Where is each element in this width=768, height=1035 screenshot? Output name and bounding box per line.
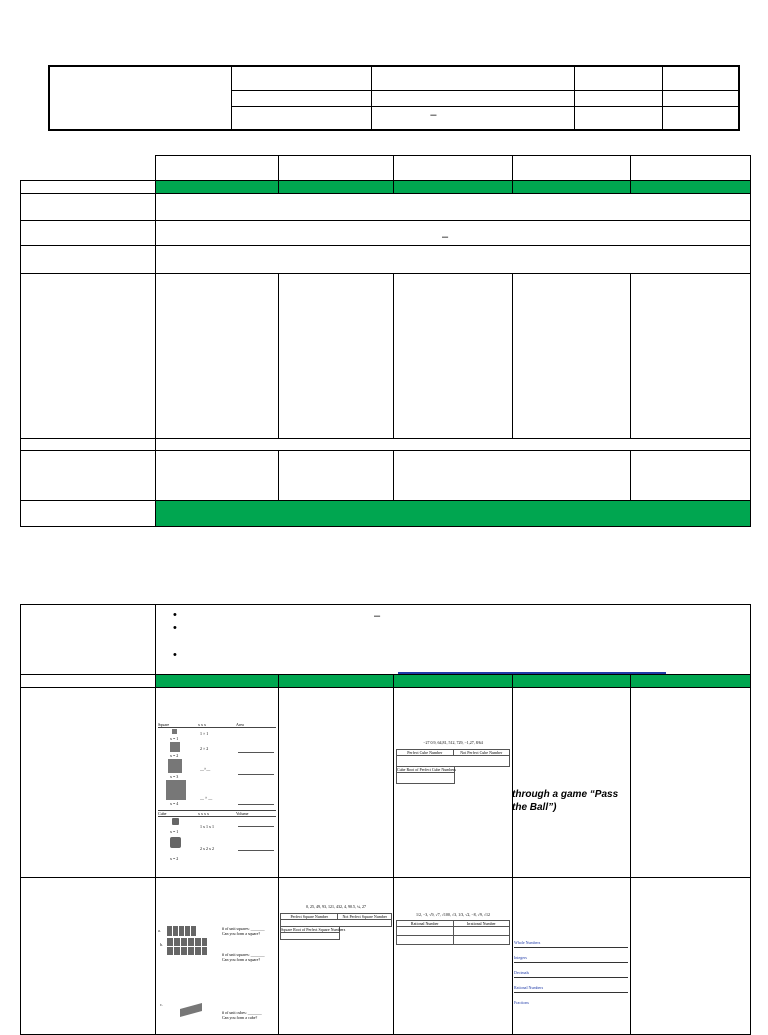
square-3-shape	[168, 759, 182, 773]
line-label-2: Integers	[514, 955, 527, 960]
day-header-row	[155, 155, 751, 181]
square-numbers: 0, 25, 49, 93, 121, 432, 4, 90.5, ¼, 27	[306, 904, 366, 909]
question-3: # of unit cubes: _______ Can you form a cube?	[222, 1010, 262, 1020]
unit-squares-illustration: a. b. # of unit squares: _______ Can you form a square? # of unit squares: _______ Can you form a square? c. # of unit cubes: _______ Can you form a cube?	[158, 926, 265, 1020]
cube-root-label: Cube Root of Perfect Cube Numbers	[397, 767, 456, 772]
line-label-3: Decimals	[514, 970, 530, 975]
notes-label	[21, 605, 156, 675]
number-line-2	[514, 962, 628, 963]
game-text: through a game “Pass the Ball”)	[512, 789, 619, 813]
bullet-dash: –	[374, 610, 381, 622]
square-grid-b2	[167, 947, 207, 955]
cube-row1-x: x = 1	[170, 829, 179, 834]
cube-row1-calc: 1 x 1 x 1	[200, 824, 214, 829]
day-5-header	[631, 156, 751, 181]
row4-calc: __ × __	[200, 795, 213, 800]
standards-label	[21, 246, 156, 274]
line-label-4: Rational Numbers	[514, 985, 544, 990]
section2-table	[20, 604, 751, 1035]
square-2-shape	[170, 742, 180, 752]
question-1: # of unit squares: _______ Can you form a square?	[222, 926, 265, 936]
square-grid-b1	[167, 938, 207, 946]
volume-col: Volume	[236, 811, 249, 816]
header-dash: –	[430, 108, 437, 121]
school-cell	[49, 66, 232, 130]
number-lines-illustration	[514, 940, 628, 1024]
section1-table	[20, 180, 751, 527]
xxx-col: x x x	[198, 722, 206, 727]
not-perfect-square-col: Not Perfect Square Number	[342, 914, 387, 919]
irrational-col: Irrational Number	[466, 921, 496, 926]
rational-col: Rational Number	[397, 921, 454, 926]
squares-cubes-illustration	[158, 722, 276, 862]
header-table	[48, 65, 740, 131]
hyperlink-underline[interactable]	[398, 672, 666, 674]
day-1-header	[156, 156, 279, 181]
day-2-header	[279, 156, 394, 181]
row2-calc: 2 × 2	[200, 746, 209, 751]
resources-label	[21, 274, 156, 439]
objectives-label	[21, 194, 156, 221]
question-2: # of unit squares: _______ Can you form a square?	[222, 952, 265, 962]
number-line-3	[514, 977, 628, 978]
square-grid-a	[167, 926, 197, 936]
square-4-shape	[166, 780, 186, 800]
line-label-1: Whole Numbers	[514, 940, 541, 945]
content-label	[21, 221, 156, 246]
day-3-header	[394, 156, 513, 181]
square-col: Square	[158, 722, 170, 727]
activity-b-label	[21, 878, 156, 1035]
not-perfect-cube-col: Not Perfect Cube Number	[460, 750, 503, 755]
cube-col: Cube	[158, 811, 167, 816]
perfect-cube-col: Perfect Cube Number	[397, 750, 454, 755]
cube-numbers: −27 0.9, 64,81, 512, 729, −1,27, 8/64	[423, 740, 483, 745]
lesson-label	[21, 501, 156, 527]
cube-row2-x: x = 2	[170, 856, 179, 861]
activity-a-label	[21, 688, 156, 878]
number-line-4	[514, 992, 628, 993]
cube-xxxx-col: x x x x	[198, 811, 209, 816]
cube-sort-illustration	[396, 740, 510, 792]
unit-cubes-shape	[180, 1003, 202, 1017]
rational-sort-illustration	[396, 912, 510, 948]
line-label-5: Fractions	[514, 1000, 529, 1005]
number-line-1	[514, 947, 628, 948]
area-col: Area	[236, 722, 244, 727]
row1-x: x = 1	[170, 736, 179, 741]
cube-2-shape	[170, 837, 181, 848]
row3-calc: __×__	[200, 766, 211, 771]
bullet-3: •	[173, 649, 177, 661]
square-1-shape	[172, 729, 177, 734]
row3-x: x = 3	[170, 774, 179, 779]
perfect-square-col: Perfect Square Number	[281, 914, 338, 919]
rational-numbers: 1/2, −3, √9, √7, √100, √3, 1/3, √2, −8, √9, √12	[415, 912, 491, 917]
bullet-1: •	[173, 609, 177, 621]
bullet-2: •	[173, 622, 177, 634]
cube-row2-calc: 2 x 2 x 2	[200, 846, 214, 851]
cube-1-shape	[172, 818, 179, 825]
content-dash: –	[442, 231, 449, 243]
row1-calc: 1 × 1	[200, 731, 209, 736]
row2-x: x = 2	[170, 753, 179, 758]
row4-x: x = 4	[170, 801, 179, 806]
procedure-label	[21, 451, 156, 501]
square-sort-illustration	[280, 904, 392, 944]
square-root-label: Square Root of Perfect Square Numbers	[281, 927, 346, 932]
day-4-header	[513, 156, 631, 181]
